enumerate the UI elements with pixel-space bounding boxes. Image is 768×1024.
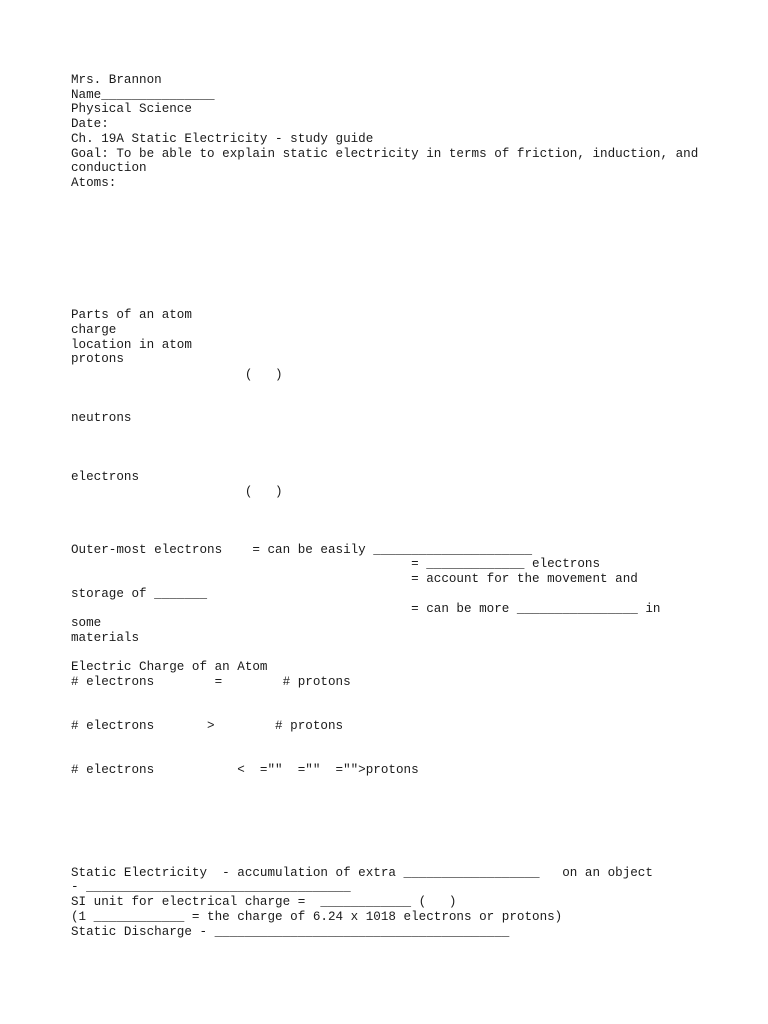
outer-line-4: storage of _______ [71,587,208,601]
date-field: Date: [71,117,109,131]
outer-line-7: materials [71,631,140,645]
atoms-heading: Atoms: [71,176,117,190]
outer-line-5: = can be more ________________ in [71,602,661,616]
static-line-2: - ___________________________________ [71,880,351,894]
charge-greater-line: # electrons > # protons [71,719,344,733]
student-name-field: Name_______________ [71,88,215,102]
outer-line-3: = account for the movement and [71,572,638,586]
charge-less-line: # electrons < ="" ="" ="">protons [71,763,419,777]
protons-blank: ( ) [71,368,283,382]
document-title: Ch. 19A Static Electricity - study guide [71,132,374,146]
electric-charge-heading: Electric Charge of an Atom [71,660,268,674]
charge-equal-line: # electrons = # protons [71,675,351,689]
static-line-5: Static Discharge - _______________________________________ [71,925,510,939]
static-line-3: SI unit for electrical charge = ____________ ( ) [71,895,457,909]
parts-heading: Parts of an atom [71,308,192,322]
teacher-name: Mrs. Brannon [71,73,162,87]
location-label: location in atom [71,338,192,352]
outer-line-6: some [71,616,102,630]
electrons-blank: ( ) [71,485,283,499]
subject: Physical Science [71,102,192,116]
outer-line-1: Outer-most electrons = can be easily _____________________ [71,543,533,557]
static-line-4: (1 ____________ = the charge of 6.24 x 1018 electrons or protons) [71,910,563,924]
static-line-1: Static Electricity - accumulation of extra __________________ on an object [71,866,653,880]
charge-label: charge [71,323,117,337]
outer-line-2: = _____________ electrons [71,557,601,571]
electrons-label: electrons [71,470,140,484]
protons-label: protons [71,352,124,366]
neutrons-label: neutrons [71,411,132,425]
goal-line-1: Goal: To be able to explain static electricity in terms of friction, induction, and [71,147,699,161]
goal-line-2: conduction [71,161,147,175]
